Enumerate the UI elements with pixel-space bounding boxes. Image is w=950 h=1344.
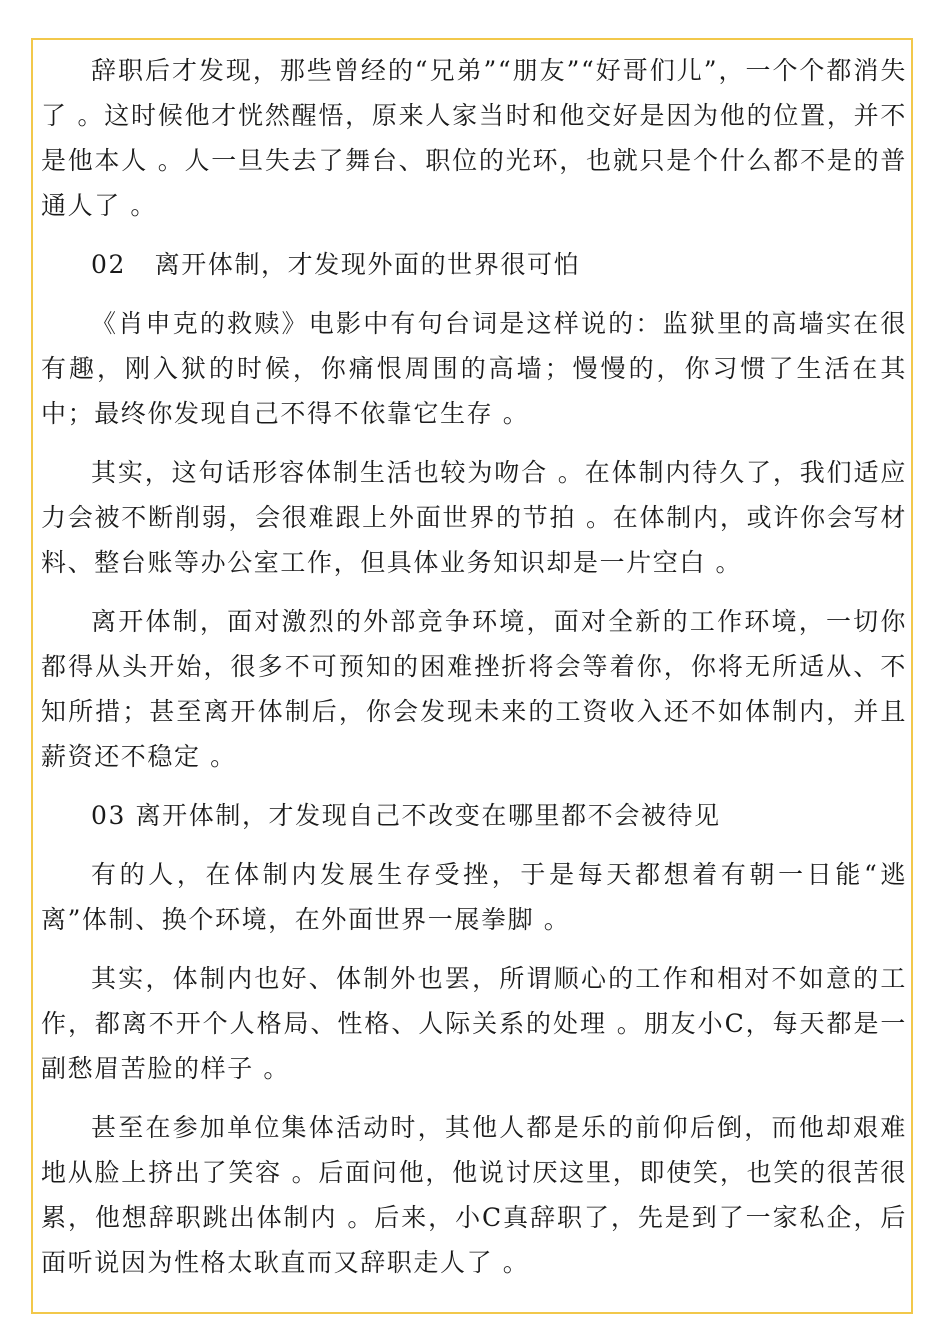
section-heading-03: 03 离开体制，才发现自己不改变在哪里都不会被待见 bbox=[91, 801, 721, 830]
paragraph-leaving-system: 离开体制，面对激烈的外部竞争环境，面对全新的工作环境，一切你都得从头开始，很多不可预知的困难挫折将会等着你，你将无所适从、不知所措；甚至离开体制后，你会发现未来的工资收入还不如体制内，并且薪资还不稳定 。 bbox=[41, 607, 907, 771]
paragraph-system-life: 其实，这句话形容体制生活也较为吻合 。在体制内待久了，我们适应力会被不断削弱，会很难跟上外面世界的节拍 。在体制内，或许你会写材料、整台账等办公室工作，但具体业务知识却是一片空白 。 bbox=[41, 458, 907, 577]
paragraph-friend-xiao-c: 其实，体制内也好、体制外也罢，所谓顺心的工作和相对不如意的工作，都离不开个人格局、性格、人际关系的处理 。朋友小C，每天都是一副愁眉苦脸的样子 。 bbox=[41, 964, 907, 1083]
paragraph-resignation-friends: 辞职后才发现，那些曾经的“兄弟”“朋友”“好哥们儿”，一个个都消失了 。这时候他才恍然醒悟，原来人家当时和他交好是因为他的位置，并不是他本人 。人一旦失去了舞台、职位的光环，也就只是个什么都不是的普通人了 。 bbox=[41, 56, 907, 220]
paragraph-escape-system: 有的人，在体制内发展生存受挫，于是每天都想着有朝一日能“逃离”体制、换个环境，在外面世界一展拳脚 。 bbox=[41, 860, 907, 934]
paragraph-group-activity: 甚至在参加单位集体活动时，其他人都是乐的前仰后倒，而他却艰难地从脸上挤出了笑容 。后面问他，他说讨厌这里，即使笑，也笑的很苦很累，他想辞职跳出体制内 。后来，小C真辞职了，先是到了一家私企，后面听说因为性格太耿直而又辞职走人了 。 bbox=[41, 1113, 907, 1277]
paragraph-shawshank-quote: 《肖申克的救赎》电影中有句台词是这样说的：监狱里的高墙实在很有趣，刚入狱的时候，你痛恨周围的高墙；慢慢的，你习惯了生活在其中；最终你发现自己不得不依靠它生存 。 bbox=[41, 309, 907, 428]
document-body bbox=[41, 48, 907, 1299]
section-heading-02: 02 离开体制，才发现外面的世界很可怕 bbox=[91, 250, 581, 279]
